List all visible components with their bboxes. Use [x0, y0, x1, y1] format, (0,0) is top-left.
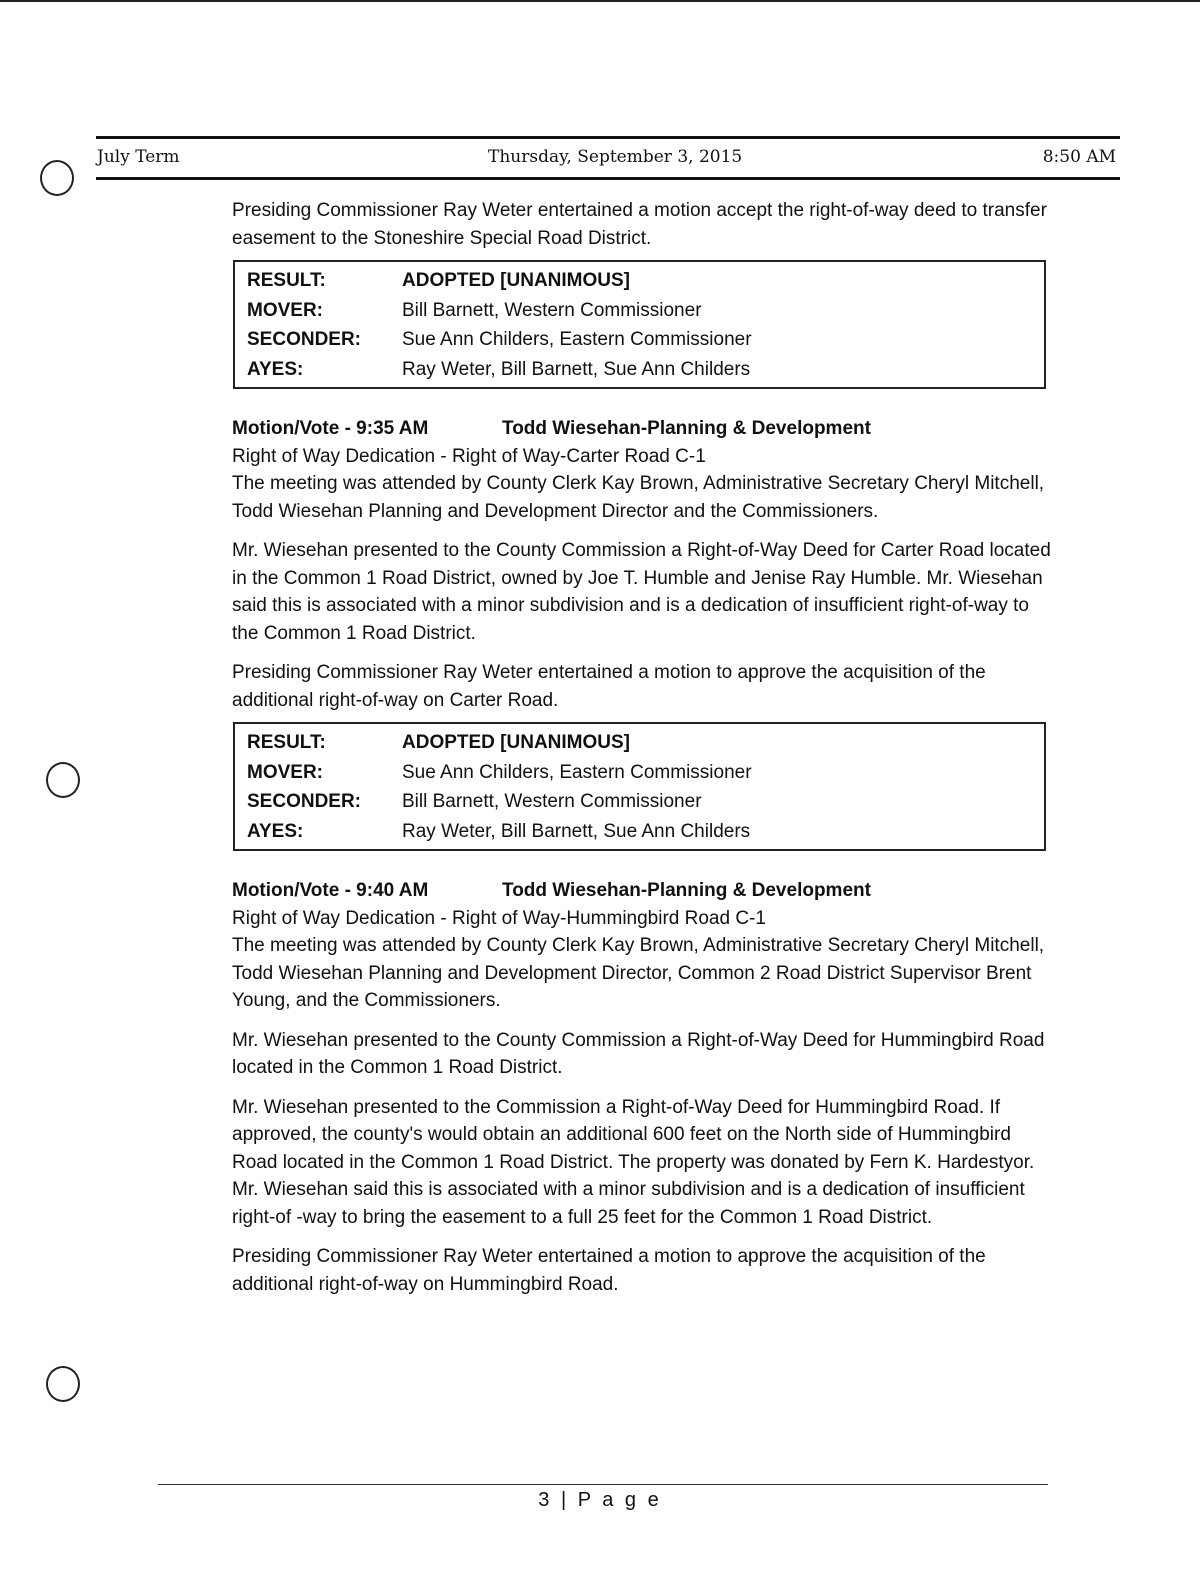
vote-result-row: [247, 728, 1032, 758]
vote-result-value: ADOPTED [UNANIMOUS]: [402, 270, 630, 291]
item2-subject: Right of Way Dedication - Right of Way-Hummingbird Road C-1: [232, 907, 766, 929]
item2-paragraph-1: Mr. Wiesehan presented to the County Commission a Right-of-Way Deed for Hummingbird Road located in the Common 1 Road District.: [232, 1029, 1045, 1078]
vote-ayes-row: [247, 355, 1032, 385]
vote-seconder-value: Sue Ann Childers, Eastern Commissioner: [402, 329, 752, 350]
vote-result-label: RESULT:: [247, 270, 326, 291]
item2-heading: [232, 877, 1052, 905]
vote-seconder-row: [247, 787, 1032, 817]
vote-mover-row: [247, 296, 1032, 326]
item1-vote-box: [233, 722, 1046, 851]
vote-ayes-value: Ray Weter, Bill Barnett, Sue Ann Childers: [402, 358, 751, 380]
item1-motion-text: Presiding Commissioner Ray Weter entertained a motion to approve the acquisition of the additional right-of-way on Carter Road.: [232, 662, 986, 711]
vote-mover-row: [247, 758, 1032, 788]
item2-presenter: Todd Wiesehan-Planning & Development: [502, 880, 871, 901]
vote-seconder-label: SECONDER:: [247, 329, 362, 350]
item1-heading: [232, 415, 1052, 443]
punch-hole-top: [40, 160, 74, 196]
punch-hole-bottom: [46, 1366, 80, 1402]
header-date: Thursday, September 3, 2015: [488, 147, 743, 167]
item2-paragraph-2: Mr. Wiesehan presented to the Commission a Right-of-Way Deed for Hummingbird Road. If approved, the county's would obtain an additional 600 feet on the North side of Hummingbird Road located in the Common 1 Road District. The property was donated by Fern K. Hardestyor. Mr. Wiesehan said this is associated with a minor subdivision and is a dedication of insufficient right-of -way to bring the easement to a full 25 feet for the Common 1 Road District.: [232, 1096, 1035, 1228]
vote-ayes-row: [247, 817, 1032, 847]
vote-mover-label: MOVER:: [247, 299, 323, 321]
header-rule-bottom: [96, 177, 1120, 180]
footer-rule: [158, 1484, 1048, 1485]
vote-ayes-value: Ray Weter, Bill Barnett, Sue Ann Childers: [402, 820, 751, 842]
item1-attendance: The meeting was attended by County Clerk Kay Brown, Administrative Secretary Cheryl Mitchell, Todd Wiesehan Planning and Development Director and the Commissioners.: [232, 473, 1045, 522]
item2-motion-label: Motion/Vote - 9:40 AM: [232, 880, 429, 901]
item1-subject: Right of Way Dedication - Right of Way-Carter Road C-1: [232, 445, 706, 467]
item2-attendance: The meeting was attended by County Clerk Kay Brown, Administrative Secretary Cheryl Mitchell, Todd Wiesehan Planning and Development Director, Common 2 Road District Supervisor Brent Young, and the Commissioners.: [232, 935, 1045, 1011]
vote-seconder-value: Bill Barnett, Western Commissioner: [402, 791, 702, 812]
vote-seconder-row: [247, 325, 1032, 355]
header-term: July Term: [97, 147, 180, 167]
scan-top-edge: [0, 0, 1200, 2]
item1-presenter: Todd Wiesehan-Planning & Development: [502, 418, 871, 439]
vote-ayes-label: AYES:: [247, 358, 304, 380]
item1-paragraph: Mr. Wiesehan presented to the County Commission a Right-of-Way Deed for Carter Road located in the Common 1 Road District, owned by Joe T. Humble and Jenise Ray Humble. Mr. Wiesehan said this is associated with a minor subdivision and is a dedication of insufficient right-of-way to the Common 1 Road District.: [232, 540, 1051, 644]
minutes-body: [232, 197, 1052, 1298]
punch-hole-middle: [46, 762, 80, 798]
vote-result-row: [247, 266, 1032, 296]
vote-result-label: RESULT:: [247, 732, 326, 753]
page-number: 3 | P a g e: [538, 1489, 662, 1511]
vote-ayes-label: AYES:: [247, 820, 304, 842]
header-time: 8:50 AM: [1042, 147, 1116, 167]
intro-motion-text: Presiding Commissioner Ray Weter entertained a motion accept the right-of-way deed to transfer easement to the Stoneshire Special Road District.: [232, 200, 1047, 249]
intro-vote-box: [233, 260, 1046, 389]
item1-motion-label: Motion/Vote - 9:35 AM: [232, 418, 429, 439]
vote-mover-label: MOVER:: [247, 761, 323, 783]
vote-mover-value: Bill Barnett, Western Commissioner: [402, 299, 702, 321]
vote-seconder-label: SECONDER:: [247, 791, 362, 812]
vote-mover-value: Sue Ann Childers, Eastern Commissioner: [402, 761, 752, 783]
vote-result-value: ADOPTED [UNANIMOUS]: [402, 732, 630, 753]
item2-motion-text: Presiding Commissioner Ray Weter entertained a motion to approve the acquisition of the additional right-of-way on Hummingbird Road.: [232, 1246, 986, 1295]
header-rule-top: [96, 136, 1120, 139]
